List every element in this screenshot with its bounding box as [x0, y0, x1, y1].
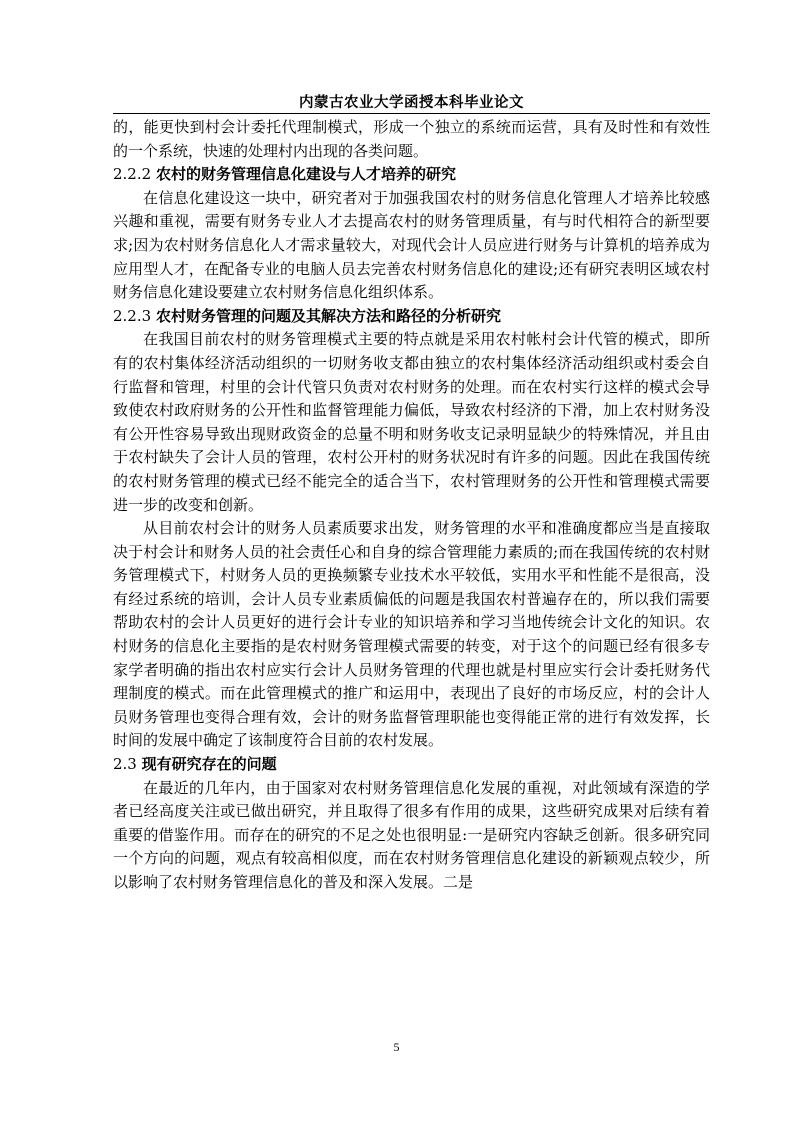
paragraph: 在信息化建设这一块中，研究者对于加强我国农村的财务信息化管理人才培养比较感兴趣和重视，需要有财务专业人才去提高农村的财务管理质量，有与时代相符合的新型要求;因为农村财务信息化人才需求量较大，对现代会计人员应进行财务与计算机的培养成为应用型人才，在配备专业的电脑人员去完善农村财务信息化的建设;还有研究表明区域农村财务信息化建设要建立农村财务信息化组织体系。 [113, 188, 710, 302]
section-title: 农村财务管理的问题及其解决方法和路径的分析研究 [155, 306, 501, 325]
page-number: 5 [393, 1040, 400, 1054]
section-heading-2-2-3 [113, 305, 710, 329]
section-heading-2-2-2 [113, 163, 710, 187]
section-title: 农村的财务管理信息化建设与人才培养的研究 [155, 165, 456, 184]
continuation-paragraph: 的，能更快到村会计委托代理制模式，形成一个独立的系统而运营，具有及时性和有效性的一个系统，快速的处理村内出现的各类问题。 [113, 118, 710, 160]
section-number: 2.3 [113, 755, 137, 774]
section-heading-2-3 [113, 753, 710, 777]
section-number: 2.2.2 [113, 165, 152, 184]
section-number: 2.2.3 [113, 306, 152, 325]
running-header: 内蒙古农业大学函授本科毕业论文 [299, 95, 524, 111]
paragraph: 在最近的几年内，由于国家对农村财务管理信息化发展的重视，对此领域有深造的学者已经高度关注或已做出研究，并且取得了很多有作用的成果，这些研究成果对后续有着重要的借鉴作用。而存在的研究的不足之处也很明显:一是研究内容缺乏创新。很多研究同一个方向的问题，观点有较高相似度，而在农村财务管理信息化建设的新颖观点较少，所以影响了农村财务管理信息化的普及和深入发展。二是 [113, 778, 710, 891]
section-title: 现有研究存在的问题 [141, 755, 277, 774]
header-rule [113, 113, 710, 114]
paragraph: 从目前农村会计的财务人员素质要求出发，财务管理的水平和准确度都应当是直接取决于村会计和财务人员的社会责任心和自身的综合管理能力素质的;而在我国传统的农村财务管理模式下，村财务人员的更换频繁专业技术水平较低，实用水平和性能不是很高，没有经过系统的培训，会计人员专业素质偏低的问题是我国农村普遍存在的，所以我们需要帮助农村的会计人员更好的进行会计专业的知识培养和学习当地传统会计文化的知识。农村财务的信息化主要指的是农村财务管理模式需要的转变，对于这个的问题已经有很多专家学者明确的指出农村应实行会计人员财务管理的代理也就是村里应实行会计委托财务代理制度的模式。而在此管理模式的推广和运用中，表现出了良好的市场反应，村的会计人员财务管理也变得合理有效，会计的财务监督管理职能也变得能正常的进行有效发挥，长时间的发展中确定了该制度符合目前的农村发展。 [113, 519, 710, 750]
page-body [113, 116, 710, 895]
paragraph: 在我国目前农村的财务管理模式主要的特点就是采用农村帐村会计代管的模式，即所有的农村集体经济活动组织的一切财务收支都由独立的农村集体经济活动组织或村委会自行监督和管理，村里的会计代管只负责对农村财务的处理。而在农村实行这样的模式会导致使农村政府财务的公开性和监督管理能力偏低，导致农村经济的下滑，加上农村财务没有公开性容易导致出现财政资金的总量不明和财务收支记录明显缺少的特殊情况，并且由于农村缺失了会计人员的管理，农村公开村的财务状况时有许多的问题。因此在我国传统的农村财务管理的模式已经不能完全的适合当下，农村管理财务的公开性和管理模式需要进一步的改变和创新。 [113, 330, 710, 514]
